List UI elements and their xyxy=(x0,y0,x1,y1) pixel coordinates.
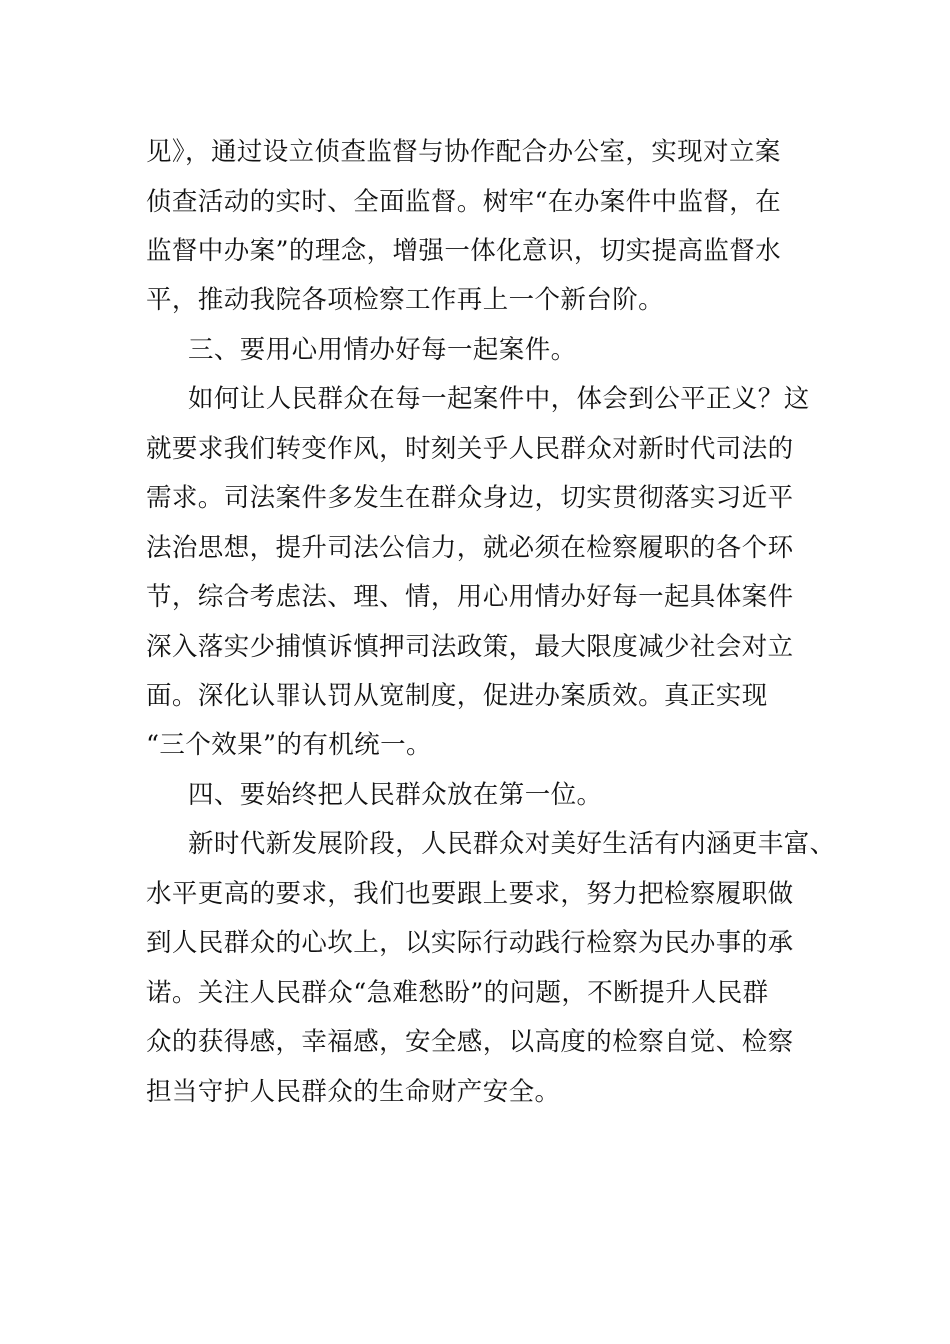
text-line: 就要求我们转变作风，时刻关乎人民群众对新时代司法的 xyxy=(146,434,794,464)
text-line: 深入落实少捕慎诉慎押司法政策，最大限度减少社会对立 xyxy=(146,632,794,662)
text-line: 如何让人民群众在每一起案件中，体会到公平正义？这 xyxy=(188,384,810,414)
text-line: 众的获得感，幸福感，安全感，以高度的检察自觉、检察 xyxy=(146,1027,794,1057)
text-line: 节，综合考虑法、理、情，用心用情办好每一起具体案件 xyxy=(146,582,794,612)
text-line: 监督中办案”的理念，增强一体化意识，切实提高监督水 xyxy=(146,236,782,266)
text-line: 到人民群众的心坎上，以实际行动践行检察为民办事的承 xyxy=(146,928,794,958)
text-line: 见》，通过设立侦查监督与协作配合办公室，实现对立案 xyxy=(146,137,781,167)
text-line: 面。深化认罪认罚从宽制度，促进办案质效。真正实现 xyxy=(146,681,768,711)
text-line: 新时代新发展阶段，人民群众对美好生活有内涵更丰富、 xyxy=(188,829,836,859)
text-line: 侦查活动的实时、全面监督。树牢“在办案件中监督，在 xyxy=(146,187,782,217)
text-line: “三个效果”的有机统一。 xyxy=(146,730,432,760)
section-heading: 三、要用心用情办好每一起案件。 xyxy=(188,335,577,365)
text-line: 平，推动我院各项检察工作再上一个新台阶。 xyxy=(146,285,665,315)
section-heading: 四、要始终把人民群众放在第一位。 xyxy=(188,780,603,810)
text-line: 担当守护人民群众的生命财产安全。 xyxy=(146,1077,561,1107)
text-line: 需求。司法案件多发生在群众身边，切实贯彻落实习近平 xyxy=(146,483,794,513)
text-line: 法治思想，提升司法公信力，就必须在检察履职的各个环 xyxy=(146,533,794,563)
text-line: 诺。关注人民群众“急难愁盼”的问题，不断提升人民群 xyxy=(146,978,769,1008)
text-line: 水平更高的要求，我们也要跟上要求，努力把检察履职做 xyxy=(146,879,794,909)
